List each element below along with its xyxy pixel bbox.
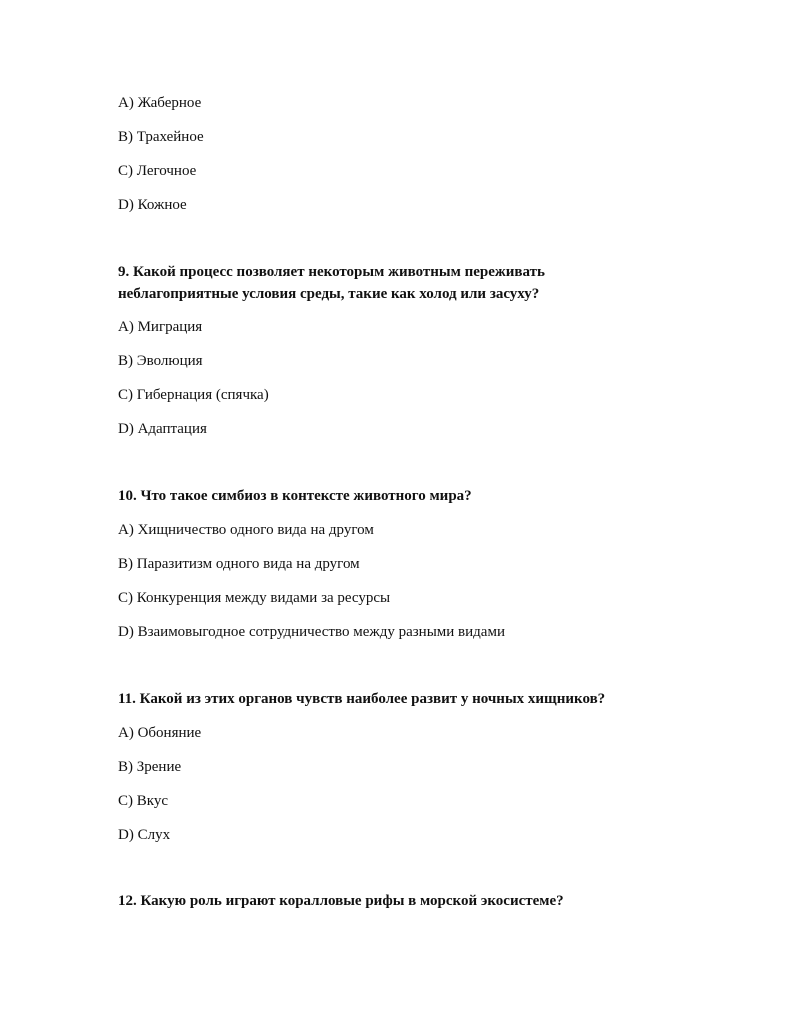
q11-option-a: A) Обоняние bbox=[118, 725, 202, 741]
question-11: 11. Какой из этих органов чувств наиболее развит у ночных хищников? bbox=[118, 691, 606, 707]
question-12: 12. Какую роль играют коралловые рифы в морской экосистеме? bbox=[118, 893, 564, 909]
q10-option-b: B) Паразитизм одного вида на другом bbox=[118, 556, 360, 572]
q9-option-a: A) Миграция bbox=[118, 319, 203, 335]
q9-option-d: D) Адаптация bbox=[118, 421, 207, 437]
prev-option-c: C) Легочное bbox=[118, 163, 197, 179]
prev-option-b: B) Трахейное bbox=[118, 129, 204, 145]
q9-option-c: C) Гибернация (спячка) bbox=[118, 387, 269, 403]
q10-option-a: A) Хищничество одного вида на другом bbox=[118, 522, 374, 538]
prev-option-d: D) Кожное bbox=[118, 197, 187, 213]
q10-option-c: C) Конкуренция между видами за ресурсы bbox=[118, 590, 391, 606]
q9-option-b: B) Эволюция bbox=[118, 353, 203, 369]
q10-option-d: D) Взаимовыгодное сотрудничество между разными видами bbox=[118, 624, 505, 640]
question-9-line-1: 9. Какой процесс позволяет некоторым животным переживать bbox=[118, 264, 545, 280]
question-10: 10. Что такое симбиоз в контексте животного мира? bbox=[118, 488, 472, 504]
q11-option-b: B) Зрение bbox=[118, 759, 182, 775]
question-9-line-2: неблагоприятные условия среды, такие как холод или засуху? bbox=[118, 286, 540, 302]
prev-option-a: A) Жаберное bbox=[118, 95, 202, 111]
q11-option-d: D) Слух bbox=[118, 827, 171, 843]
q11-option-c: C) Вкус bbox=[118, 793, 168, 809]
